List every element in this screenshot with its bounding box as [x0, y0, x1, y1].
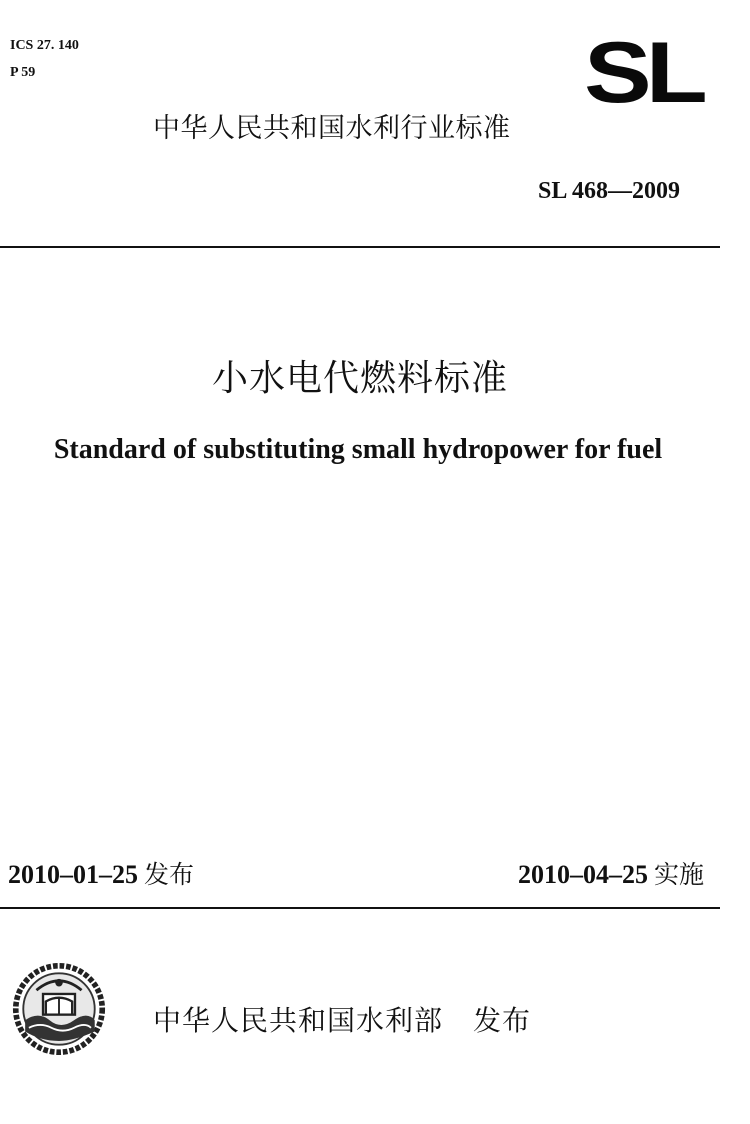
issue-label: 发布 — [144, 860, 195, 889]
industry-standard-heading: 中华人民共和国水利行业标准 — [153, 113, 511, 144]
sl-logo: SL — [584, 25, 702, 121]
ministry-emblem-icon — [12, 962, 106, 1056]
top-divider — [0, 246, 720, 248]
title-chinese: 小水电代燃料标准 — [211, 358, 508, 399]
classification-code: P 59 — [10, 65, 36, 80]
effective-date: 2010–04–25 — [517, 860, 648, 889]
issue-date-line — [8, 858, 194, 892]
bottom-divider — [0, 907, 720, 909]
standard-number: SL 468—2009 — [537, 178, 680, 204]
publish-label: 发布 — [473, 1004, 532, 1037]
publisher-line — [153, 1003, 531, 1039]
ics-code: ICS 27. 140 — [10, 38, 79, 53]
effective-label: 实施 — [653, 860, 704, 889]
title-english: Standard of substituting small hydropower for fuel — [53, 434, 663, 465]
issue-date: 2010–01–25 — [8, 860, 138, 889]
publisher-name: 中华人民共和国水利部 — [153, 1004, 444, 1037]
effective-date-line — [518, 858, 704, 892]
